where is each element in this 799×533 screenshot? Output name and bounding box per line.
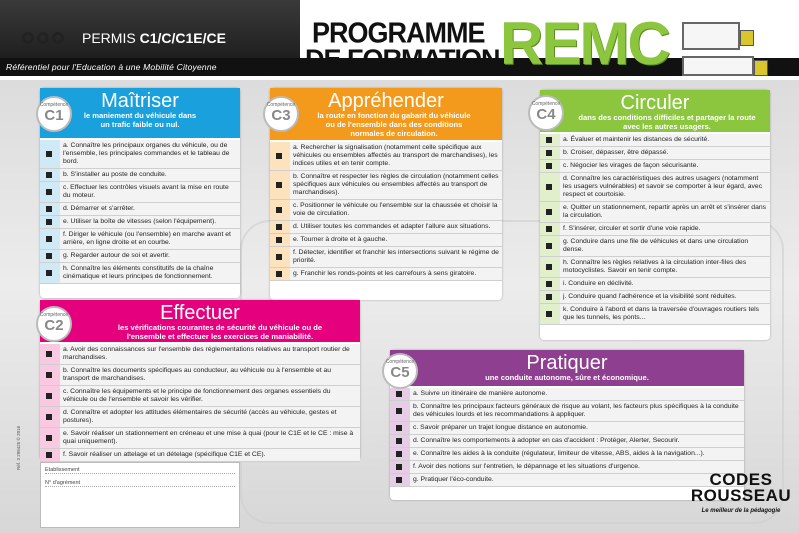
checkbox-icon[interactable] <box>540 223 560 235</box>
checklist-item <box>40 386 360 407</box>
checkbox-icon[interactable] <box>270 142 290 170</box>
checklist-item <box>40 250 240 263</box>
checkbox-icon[interactable] <box>40 140 60 168</box>
checklist-item <box>40 263 240 284</box>
checkbox-icon[interactable] <box>540 147 560 159</box>
checklist-item <box>40 140 240 169</box>
logo-line2: ROUSSEAU <box>690 486 792 505</box>
checklist-item <box>270 247 502 268</box>
panel-c3-title: Appréhender <box>328 90 444 112</box>
checklist-item-text: c. Effectuer les contrôles visuels avant la mise en route du moteur. <box>60 182 240 202</box>
checklist-item <box>540 173 770 202</box>
checklist-item <box>270 221 502 234</box>
panel-c4-title: Circuler <box>620 92 690 114</box>
checklist-item-text: a. Connaître les principaux organes du véhicule, ou de l'ensemble, les principales commandes et le tableau de bord. <box>60 140 240 168</box>
panel-c5-title: Pratiquer <box>526 352 608 374</box>
checklist-item-text: i. Conduire en déclivité. <box>560 278 770 290</box>
checkbox-icon[interactable] <box>270 221 290 233</box>
title-line1: PROGRAMME <box>312 17 485 49</box>
badge-c3: Compétence C3 <box>263 96 299 132</box>
checklist-item <box>540 278 770 291</box>
checklist-item <box>40 203 240 216</box>
checklist-item-text: f. Savoir réaliser un attelage et un dételage (spécifique C1E et CE). <box>60 449 360 461</box>
checkbox-icon[interactable] <box>540 160 560 172</box>
checklist-item <box>270 171 502 200</box>
agrement-field[interactable]: N° d'agrément <box>45 480 235 487</box>
header-subtitle: Référentiel pour l'Education à une Mobilité Citoyenne <box>0 58 300 76</box>
checkbox-icon[interactable] <box>540 236 560 256</box>
title-remc: REMC <box>500 10 669 77</box>
checkbox-icon[interactable] <box>540 134 560 146</box>
checklist-item <box>270 234 502 247</box>
checklist-item <box>40 449 360 462</box>
checklist-item-text: h. Connaître les règles relatives à la circulation inter-files des motocyclistes. Savoir en tenir compte. <box>560 257 770 277</box>
checkbox-icon[interactable] <box>40 386 60 406</box>
checklist-item-text: a. Évaluer et maintenir les distances de sécurité. <box>560 134 770 146</box>
header <box>0 0 799 80</box>
checklist-item <box>270 200 502 221</box>
checklist-item <box>40 229 240 250</box>
checklist-item-text: b. S'installer au poste de conduite. <box>60 169 240 181</box>
checklist-item <box>540 202 770 223</box>
checklist-item-text: c. Négocier les virages de façon sécurisante. <box>560 160 770 172</box>
logo-circles-icon <box>22 32 64 44</box>
checkbox-icon[interactable] <box>390 474 410 486</box>
checkbox-icon[interactable] <box>40 263 60 283</box>
checkbox-icon[interactable] <box>270 247 290 267</box>
checkbox-icon[interactable] <box>40 449 60 461</box>
panel-c1-subtitle: le maniement du véhicule dans un trafic faible ou nul. <box>83 111 197 129</box>
checkbox-icon[interactable] <box>540 278 560 290</box>
checklist-item <box>390 388 744 401</box>
checklist-item <box>540 291 770 304</box>
checklist-item-text: b. Connaître et respecter les règles de circulation (notamment celles spécifiques aux véhicules ou ensembles affectés au transport de marchandises). <box>290 171 502 199</box>
checklist-item <box>390 435 744 448</box>
checklist-item <box>540 147 770 160</box>
checklist-item-text: g. Franchir les ronds-points et les carrefours à sens giratoire. <box>290 268 502 280</box>
checkbox-icon[interactable] <box>540 304 560 324</box>
checklist-item-text: e. Tourner à droite et à gauche. <box>290 234 502 246</box>
checkbox-icon[interactable] <box>540 291 560 303</box>
checklist-item-text: g. Regarder autour de soi et avertir. <box>60 250 240 262</box>
checklist-item <box>40 216 240 229</box>
checklist-item-text: e. Savoir réaliser un stationnement en créneau et une mise à quai (pour le C1E et le CE : mise à quai uniquement). <box>60 428 360 448</box>
trailer-truck-icon <box>682 56 754 76</box>
checklist-item <box>540 223 770 236</box>
checkbox-icon[interactable] <box>390 401 410 421</box>
checklist-item-text: e. Connaître les aides à la conduite (régulateur, limiteur de vitesse, ABS, aides à la navigation...). <box>410 448 744 460</box>
panel-c2-title: Effectuer <box>160 302 240 324</box>
checklist-item-text: f. S'insérer, circuler et sortir d'une voie rapide. <box>560 223 770 235</box>
checkbox-icon[interactable] <box>40 407 60 427</box>
checklist-item-text: k. Conduire à l'abord et dans la traversée d'ouvrages routiers tels que les tunnels, les ponts... <box>560 304 770 324</box>
checklist-item <box>540 257 770 278</box>
checkbox-icon[interactable] <box>40 250 60 262</box>
checklist-item-text: c. Savoir préparer un trajet longue distance en autonomie. <box>410 422 744 434</box>
checklist-item-text: b. Connaître les documents spécifiques au conducteur, au véhicule ou à l'ensemble et au transport de marchandises. <box>60 365 360 385</box>
checkbox-icon[interactable] <box>390 448 410 460</box>
badge-c4: Compétence C4 <box>528 95 564 131</box>
logo-line1: CODES <box>709 470 773 489</box>
checkbox-icon[interactable] <box>40 428 60 448</box>
checklist-item <box>540 304 770 325</box>
checkbox-icon[interactable] <box>40 169 60 181</box>
checklist-item-text: f. Diriger le véhicule (ou l'ensemble) en marche avant et arrière, en ligne droite et en courbe. <box>60 229 240 249</box>
panel-c4-subtitle: dans des conditions difficiles et partager la route avec les autres usagers. <box>578 113 756 131</box>
checklist-item <box>270 268 502 281</box>
checkbox-icon[interactable] <box>270 234 290 246</box>
panel-c3-subtitle: la route en fonction du gabarit du véhicule ou de l'ensemble dans des conditions normales de circulation. <box>317 111 471 138</box>
checklist-item-text: d. Connaître et adopter les attitudes élémentaires de sécurité (accès au véhicule, gestes et postures). <box>60 407 360 427</box>
checklist-item <box>40 182 240 203</box>
checkbox-icon[interactable] <box>540 257 560 277</box>
checkbox-icon[interactable] <box>540 202 560 222</box>
title-line2: DE FORMATION <box>305 44 500 74</box>
permis-bar <box>0 0 300 58</box>
checklist-item-text: d. Utiliser toutes les commandes et adapter l'allure aux situations. <box>290 221 502 233</box>
checklist-item <box>40 365 360 386</box>
checklist-item <box>40 407 360 428</box>
checklist-item-text: f. Avoir des notions sur l'entretien, le dépannage et les situations d'urgence. <box>410 461 744 473</box>
checklist-item-text: c. Connaître les équipements et le principe de fonctionnement des organes essentiels du véhicule ou de l'ensemble et savoir les vérifier. <box>60 386 360 406</box>
establishment-form <box>40 462 240 528</box>
checkbox-icon[interactable] <box>40 365 60 385</box>
panel-c3-header <box>270 88 502 140</box>
checklist-item-text: d. Connaître les caractéristiques des autres usagers (notamment les usagers vulnérables) et savoir se comporter à leur égard, avec respect et courtoisie. <box>560 173 770 201</box>
checklist-item <box>40 428 360 449</box>
badge-c2: Compétence C2 <box>36 306 72 342</box>
truck-icon <box>682 22 740 50</box>
checklist-item-text: b. Croiser, dépasser, être dépassé. <box>560 147 770 159</box>
checkbox-icon[interactable] <box>40 344 60 364</box>
panel-c1-title: Maîtriser <box>101 90 179 112</box>
permis-label: PERMIS C1/C/C1E/CE <box>82 30 226 46</box>
checklist-item-text: g. Conduire dans une file de véhicules et dans une circulation dense. <box>560 236 770 256</box>
panel-c2-header <box>40 300 360 342</box>
badge-c1: Compétence C1 <box>36 96 72 132</box>
codes-rousseau-logo <box>687 472 795 514</box>
checkbox-icon[interactable] <box>270 268 290 280</box>
checklist-item-text: a. Rechercher la signalisation (notamment celle spécifique aux véhicules ou ensembles affectés au transport de marchandises), les indices utiles et en tenir compte. <box>290 142 502 170</box>
checklist-item-text: e. Utiliser la boîte de vitesses (selon l'équipement). <box>60 216 240 228</box>
panel-c3 <box>270 88 502 300</box>
checkbox-icon[interactable] <box>390 388 410 400</box>
panel-c4-header <box>540 90 770 132</box>
checkbox-icon[interactable] <box>40 182 60 202</box>
checkbox-icon[interactable] <box>40 229 60 249</box>
checklist-item <box>390 422 744 435</box>
badge-c5: Compétence C5 <box>382 353 418 389</box>
establishment-field[interactable]: Etablissement <box>45 467 235 474</box>
panel-c4 <box>540 90 770 340</box>
checklist-item <box>40 344 360 365</box>
checklist-item <box>540 134 770 147</box>
checklist-item-text: a. Suivre un itinéraire de manière autonome. <box>410 388 744 400</box>
checklist-item-text: j. Conduire quand l'adhérence et la visibilité sont réduites. <box>560 291 770 303</box>
panel-c2 <box>40 300 360 460</box>
checkbox-icon[interactable] <box>540 173 560 201</box>
checkbox-icon[interactable] <box>40 203 60 215</box>
checklist-item <box>270 142 502 171</box>
checklist-item-text: d. Démarrer et s'arrêter. <box>60 203 240 215</box>
checkbox-icon[interactable] <box>390 461 410 473</box>
checkbox-icon[interactable] <box>390 422 410 434</box>
checklist-item-text: h. Connaître les éléments constitutifs de la chaîne cinématique et leurs principes de fonctionnement. <box>60 263 240 283</box>
checklist-item-text: b. Connaître les principaux facteurs généraux de risque au volant, les facteurs plus spécifiques à la conduite des véhicules lourds et les recommandations à appliquer. <box>410 401 744 421</box>
panel-c2-subtitle: les vérifications courantes de sécurité du véhicule ou de l'ensemble et effectuer les exercices de maniabilité. <box>117 323 323 341</box>
logo-tagline: Le meilleur de la pédagogie <box>701 508 781 514</box>
checklist-item-text: f. Détecter, identifier et franchir les intersections suivant le régime de priorité. <box>290 247 502 267</box>
checklist-item <box>540 236 770 257</box>
checkbox-icon[interactable] <box>390 435 410 447</box>
checkbox-icon[interactable] <box>270 200 290 220</box>
checklist-item <box>390 448 744 461</box>
checkbox-icon[interactable] <box>40 216 60 228</box>
checklist-item <box>40 169 240 182</box>
checklist-item-text: e. Quitter un stationnement, repartir après un arrêt et s'insérer dans la circulation. <box>560 202 770 222</box>
panel-c5-subtitle: une conduite autonome, sûre et économique. <box>485 373 649 382</box>
checklist-item <box>390 401 744 422</box>
panel-c5-header <box>390 350 744 386</box>
checklist-item-text: a. Avoir des connaissances sur l'ensemble des réglementations relatives au transport routier de marchandises. <box>60 344 360 364</box>
checklist-item-text: g. Pratiquer l'éco-conduite. <box>410 474 744 486</box>
checklist-item <box>540 160 770 173</box>
checkbox-icon[interactable] <box>270 171 290 199</box>
checklist-item-text: d. Connaître les comportements à adopter en cas d'accident : Protéger, Alerter, Secourir. <box>410 435 744 447</box>
reference-code: Réf. 3 298425 © 2016 <box>16 425 21 470</box>
checklist-item-text: c. Positionner le véhicule ou l'ensemble sur la chaussée et choisir la voie de circulation. <box>290 200 502 220</box>
